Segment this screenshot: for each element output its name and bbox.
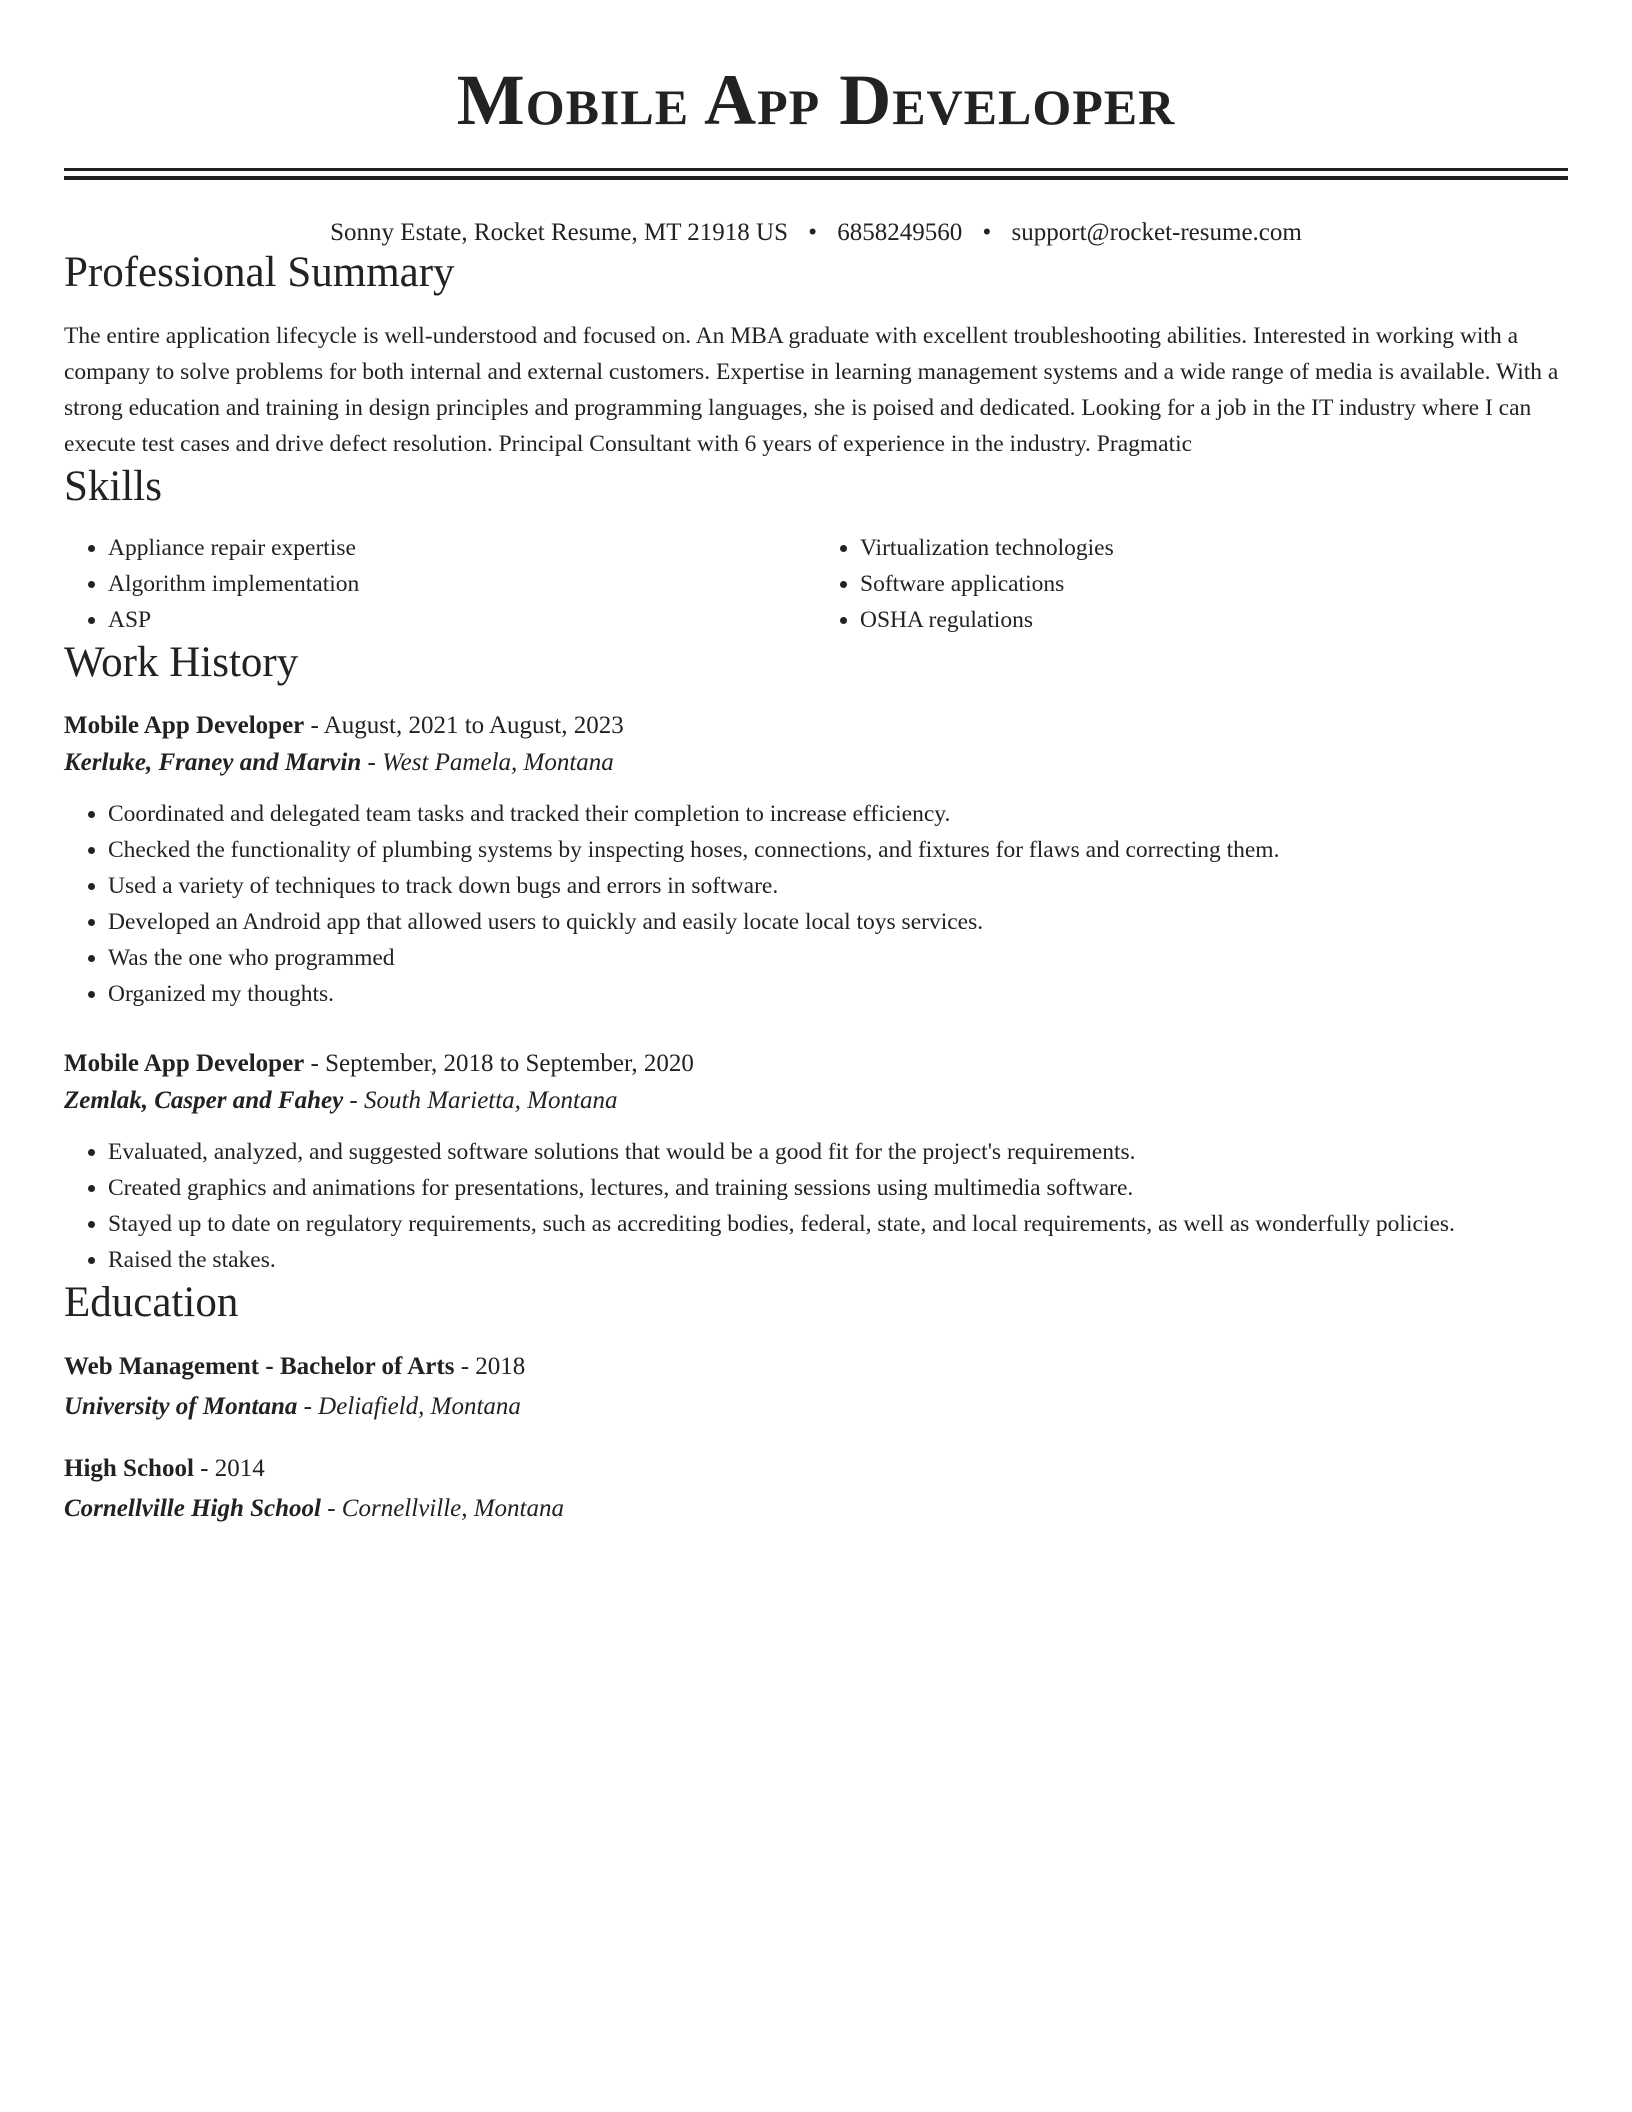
job-title-line — [64, 708, 1568, 744]
skills-column-left — [64, 530, 816, 638]
education-school-line — [64, 1488, 1568, 1530]
summary-heading: Professional Summary — [64, 249, 455, 296]
job-duties — [64, 1134, 1568, 1278]
education-degree-line — [64, 1348, 1568, 1386]
contact-line — [64, 218, 1568, 248]
contact-separator: • — [808, 219, 818, 246]
skill-item: • ASP — [108, 602, 816, 638]
duty-item: • Checked the functionality of plumbing systems by inspecting hoses, connections, and fixtures for flaws and correcting them. — [108, 832, 1568, 868]
duty-item: • Coordinated and delegated team tasks and tracked their completion to increase efficiency. — [108, 796, 1568, 832]
job-company: Zemlak, Casper and Fahey — [64, 1087, 344, 1114]
job-dates: - August, 2021 to August, 2023 — [304, 712, 624, 739]
job-entry — [64, 1046, 1568, 1278]
job-company-line — [64, 744, 1568, 782]
education-degree: Web Management - Bachelor of Arts — [64, 1353, 455, 1380]
education-location: - Cornellville, Montana — [320, 1495, 565, 1522]
job-title: Mobile App Developer — [64, 712, 305, 739]
duty-item: • Evaluated, analyzed, and suggested software solutions that would be a good fit for the project's requirements. — [108, 1134, 1568, 1170]
education-year: - 2018 — [454, 1353, 526, 1380]
job-dates: - September, 2018 to September, 2020 — [304, 1050, 694, 1077]
skill-item: • OSHA regulations — [860, 602, 1568, 638]
job-location: - West Pamela, Montana — [361, 749, 614, 776]
job-company-line — [64, 1082, 1568, 1120]
skill-item: • Virtualization technologies — [860, 530, 1568, 566]
skill-item: • Algorithm implementation — [108, 566, 816, 602]
education-entry — [64, 1450, 1568, 1530]
resume-title: Mobile App Developer — [456, 60, 1176, 140]
education-location: - Deliafield, Montana — [297, 1393, 521, 1420]
skills-heading: Skills — [64, 463, 162, 510]
duty-item: • Created graphics and animations for presentations, lectures, and training sessions using multimedia software. — [108, 1170, 1568, 1206]
education-school: Cornellville High School — [64, 1495, 321, 1522]
duty-item: • Used a variety of techniques to track down bugs and errors in software. — [108, 868, 1568, 904]
header-rule-bottom — [64, 176, 1568, 180]
contact-email: support@rocket-resume.com — [1011, 219, 1302, 246]
education-school-line — [64, 1386, 1568, 1428]
job-duties — [64, 796, 1568, 1012]
header-rule-top — [64, 168, 1568, 171]
duty-item: • Raised the stakes. — [108, 1242, 1568, 1278]
contact-phone: 6858249560 — [837, 219, 963, 246]
duty-item: • Organized my thoughts. — [108, 976, 1568, 1012]
skill-item: • Software applications — [860, 566, 1568, 602]
job-title: Mobile App Developer — [64, 1050, 305, 1077]
education-school: University of Montana — [64, 1393, 298, 1420]
education-degree-line — [64, 1450, 1568, 1488]
skill-item: • Appliance repair expertise — [108, 530, 816, 566]
education-heading: Education — [64, 1279, 239, 1326]
education-year: - 2014 — [193, 1455, 265, 1482]
education-entry — [64, 1348, 1568, 1428]
duty-item: • Developed an Android app that allowed users to quickly and easily locate local toys services. — [108, 904, 1568, 940]
work-heading: Work History — [64, 639, 299, 686]
skills-column-right — [816, 530, 1568, 638]
contact-address: Sonny Estate, Rocket Resume, MT 21918 US — [330, 219, 789, 246]
job-title-line — [64, 1046, 1568, 1082]
education-degree: High School — [64, 1455, 194, 1482]
duty-item: • Was the one who programmed — [108, 940, 1568, 976]
contact-separator: • — [982, 219, 992, 246]
job-entry — [64, 708, 1568, 1012]
job-location: - South Marietta, Montana — [343, 1087, 618, 1114]
job-company: Kerluke, Franey and Marvin — [64, 749, 362, 776]
skills-list — [64, 530, 1568, 638]
summary-text: The entire application lifecycle is well-understood and focused on. An MBA graduate with excellent troubleshooting abilities. Interested in working with a company to solve problems for both internal and external customers. Expertise in learning management systems and a wide range of media is available. With a strong education and training in design principles and programming languages, she is poised and dedicated. Looking for a job in the IT industry where I can execute test cases and drive defect resolution. Principal Consultant with 6 years of experience in the industry. Pragmatic — [64, 323, 1559, 457]
duty-item: • Stayed up to date on regulatory requirements, such as accrediting bodies, federal, state, and local requirements, as well as wonderfully policies. — [108, 1206, 1568, 1242]
